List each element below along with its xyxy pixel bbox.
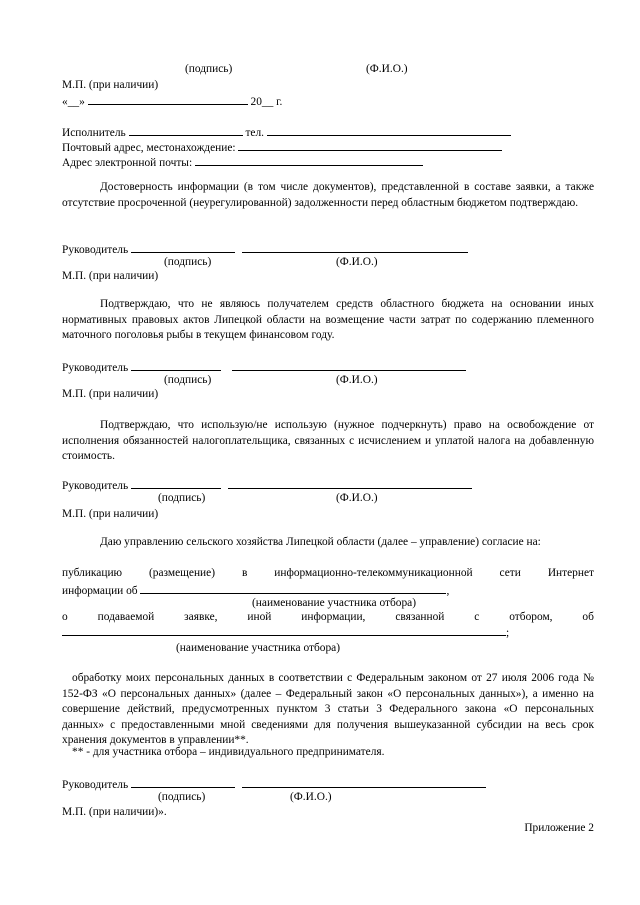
word: об [582, 611, 594, 623]
signature-caption: (подпись) [158, 492, 206, 504]
comma: , [446, 585, 450, 597]
postal-label: Почтовый адрес, местонахождение: [62, 142, 236, 154]
word: с [474, 611, 480, 623]
date-line [62, 94, 282, 109]
participant-line-2 [62, 625, 509, 640]
postal-line [62, 140, 502, 155]
consent-publication [62, 566, 594, 582]
signature-field[interactable] [131, 478, 221, 489]
word: отбором, [509, 611, 553, 623]
fio-caption: (Ф.И.О.) [336, 256, 378, 268]
paragraph-not-recipient [62, 297, 594, 344]
paragraph-text: Даю управлению сельского хозяйства Липецкой области (далее – управление) согласие на: [100, 536, 541, 548]
info-about-label: информации об [62, 585, 138, 597]
signature-field[interactable] [131, 777, 235, 788]
word: связанной [395, 611, 445, 623]
word: о [62, 611, 68, 623]
executor-line [62, 125, 511, 140]
word: подаваемой [97, 611, 155, 623]
role-label: Руководитель [62, 480, 129, 492]
word: информации, [301, 611, 366, 623]
date-month-field[interactable] [88, 94, 248, 105]
paragraph-reliability [62, 180, 594, 211]
role-label: Руководитель [62, 244, 129, 256]
role-label: Руководитель [62, 779, 129, 791]
signature-caption: (подпись) [164, 256, 212, 268]
executor-field[interactable] [129, 125, 243, 136]
signature-caption: (подпись) [158, 791, 206, 803]
stamp-note: М.П. (при наличии)». [62, 806, 167, 818]
signature-caption: (подпись) [164, 374, 212, 386]
info-about-line [62, 583, 449, 598]
semicolon: ; [506, 627, 510, 639]
email-line [62, 155, 423, 170]
paragraph-text: Достоверность информации (в том числе документов), представленной в составе заявки, а также отсутствие просроченной (неурегулированной) задолженности перед областным бюджетом подтверждаю. [62, 181, 594, 209]
fio-field[interactable] [232, 360, 466, 371]
participant-caption: (наименование участника отбора) [252, 597, 417, 609]
stamp-note: М.П. (при наличии) [62, 508, 159, 520]
word: заявке, [184, 611, 218, 623]
participant-name-field-2[interactable] [62, 625, 506, 636]
fio-caption: (Ф.И.О.) [366, 63, 408, 75]
role-label: Руководитель [62, 362, 129, 374]
fio-field[interactable] [242, 242, 468, 253]
stamp-note: М.П. (при наличии) [62, 79, 159, 91]
signature-line [62, 777, 486, 792]
email-field[interactable] [195, 155, 423, 166]
stamp-note: М.П. (при наличии) [62, 388, 159, 400]
signature-field[interactable] [131, 360, 221, 371]
signature-caption: (подпись) [185, 63, 233, 75]
fio-field[interactable] [228, 478, 472, 489]
signature-line [62, 242, 468, 257]
footnote: ** - для участника отбора – индивидуального предпринимателя. [72, 746, 385, 758]
word: иной [247, 611, 272, 623]
postal-field[interactable] [238, 140, 502, 151]
executor-label: Исполнитель [62, 127, 126, 139]
date-day: «__» [62, 96, 85, 108]
about-submitted-line [62, 611, 594, 624]
tel-field[interactable] [267, 125, 511, 136]
paragraph-text: Подтверждаю, что не являюсь получателем средств областного бюджета на основании иных нормативных правовых актов Липецкой области на возмещение части затрат по содержанию племенного маточного поголовья рыбы в текущем финансовом году. [62, 298, 594, 341]
paragraph-personal-data [62, 671, 594, 749]
signature-line [62, 478, 472, 493]
paragraph-text: публикацию (размещение) в информационно-телекоммуникационной сети Интернет [62, 567, 594, 579]
signature-field[interactable] [131, 242, 235, 253]
fio-field[interactable] [242, 777, 486, 788]
appendix-label: Приложение 2 [524, 822, 594, 834]
paragraph-consent [62, 535, 594, 551]
paragraph-vat [62, 418, 594, 465]
stamp-note: М.П. (при наличии) [62, 270, 159, 282]
fio-caption: (Ф.И.О.) [336, 492, 378, 504]
fio-caption: (Ф.И.О.) [336, 374, 378, 386]
date-year: 20__ г. [250, 96, 283, 108]
fio-caption: (Ф.И.О.) [290, 791, 332, 803]
email-label: Адрес электронной почты: [62, 157, 193, 169]
participant-caption: (наименование участника отбора) [176, 642, 341, 654]
participant-name-field[interactable] [140, 583, 446, 594]
paragraph-text: Подтверждаю, что использую/не использую (нужное подчеркнуть) право на освобождение от исполнения обязанностей налогоплательщика, связанных с исчислением и уплатой налога на добавленную стоимость. [62, 419, 594, 462]
paragraph-text: обработку моих персональных данных в соответствии с Федеральным законом от 27 июля 2006 года № 152-ФЗ «О персональных данных» (далее – Федеральный закон «О персональных данных»), а именно на совершение действий, предусмотренных пунктом 3 статьи 3 Федерального закона «О персональных данных» с предоставленными мной сведениями для получения вышеуказанной субсидии на весь срок хранения документов в управлении**. [62, 672, 594, 746]
signature-line [62, 360, 466, 375]
tel-label: тел. [245, 127, 265, 139]
